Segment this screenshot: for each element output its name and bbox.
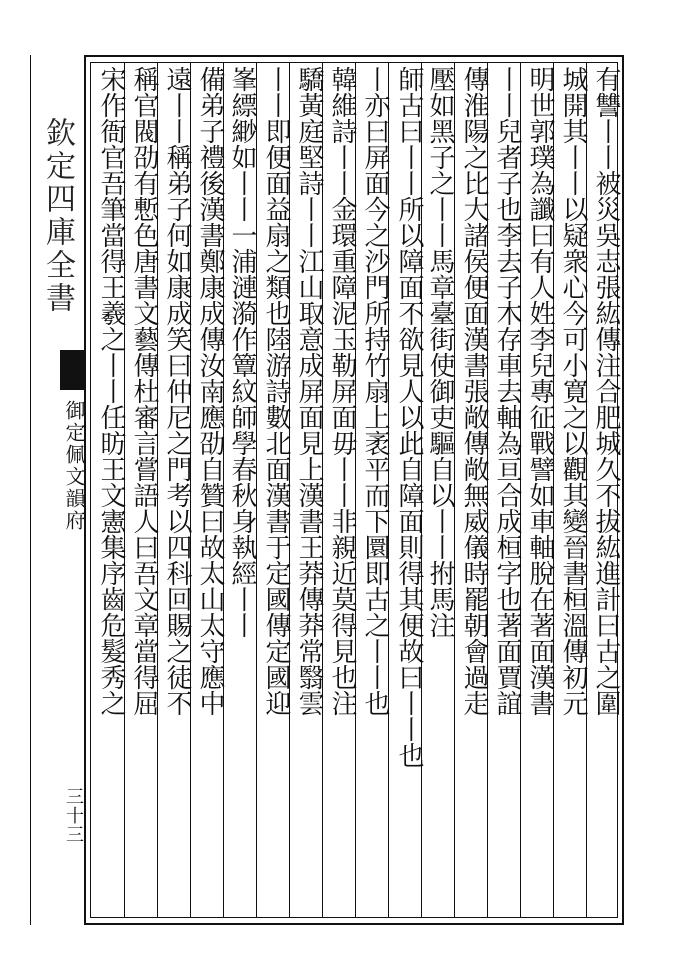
- text-column: 城開其丨丨以疑衆心今可小寛之以觀其變晉書桓溫傳初元: [558, 66, 588, 716]
- fishtail-mark: [60, 350, 86, 390]
- text-column: 師古曰丨丨所以障面不欲見人以此自障面則得其便故曰丨丨也: [394, 66, 424, 768]
- text-column: 丨亦曰屏面今之沙門所持竹扇上袤平而下圜即古之丨丨也: [360, 66, 390, 716]
- book-title: 欽定四庫全書: [40, 117, 75, 315]
- text-column: 壓如黑子之丨丨馬章臺街使御吏驅自以丨丨拊馬注: [425, 66, 455, 638]
- text-column: 韓維詩丨丨金環重障泥玉勒屏面毋丨丨非親近莫得見也注: [327, 66, 357, 716]
- text-column: 傳淮陽之比大諸侯便面漢書張敞傳敞無威儀時罷朝會過走: [459, 66, 489, 716]
- margin-strip: [30, 55, 84, 925]
- text-column: 遠丨丨稱弟子何如康成笑曰仲尼之門考以四科回賜之徒不: [162, 66, 192, 716]
- text-column: 備弟子禮後漢書鄭康成傳汝南應劭自贊曰故太山太守應中: [195, 66, 225, 716]
- text-column: 明世郭璞為讖曰有人姓李兒專征戰譬如車軸脫在著面漢書: [525, 66, 555, 716]
- text-column: 丨丨即便面益扇之類也陸游詩數北面漢書于定國傳定國迎: [261, 66, 291, 716]
- text-column: 丨丨兒者子也李去子木存車去軸為亘合成桓字也著面賈誼: [492, 66, 522, 716]
- text-column: 峯縹緲如丨丨一浦漣漪作簟紋師學春秋身執經丨丨: [227, 66, 257, 638]
- text-column: 宋作衙官吾筆當得王羲之丨丨任昉王文憲集序齒危髮秀之: [96, 66, 126, 716]
- page-number: 三十三: [63, 787, 84, 844]
- volume-title: 御定佩文韻府: [62, 400, 86, 532]
- text-column: 稱官閥劭有慙色唐書文藝傳杜審言嘗語人曰吾文章當得屈: [129, 66, 159, 716]
- text-column: 有讐丨丨被災吳志張紘傳注合肥城久不拔紘進計曰古之圍: [591, 66, 621, 716]
- text-column: 驕黃庭堅詩丨丨江山取意成屏面見上漢書王莽傳莽常翳雲: [294, 66, 324, 716]
